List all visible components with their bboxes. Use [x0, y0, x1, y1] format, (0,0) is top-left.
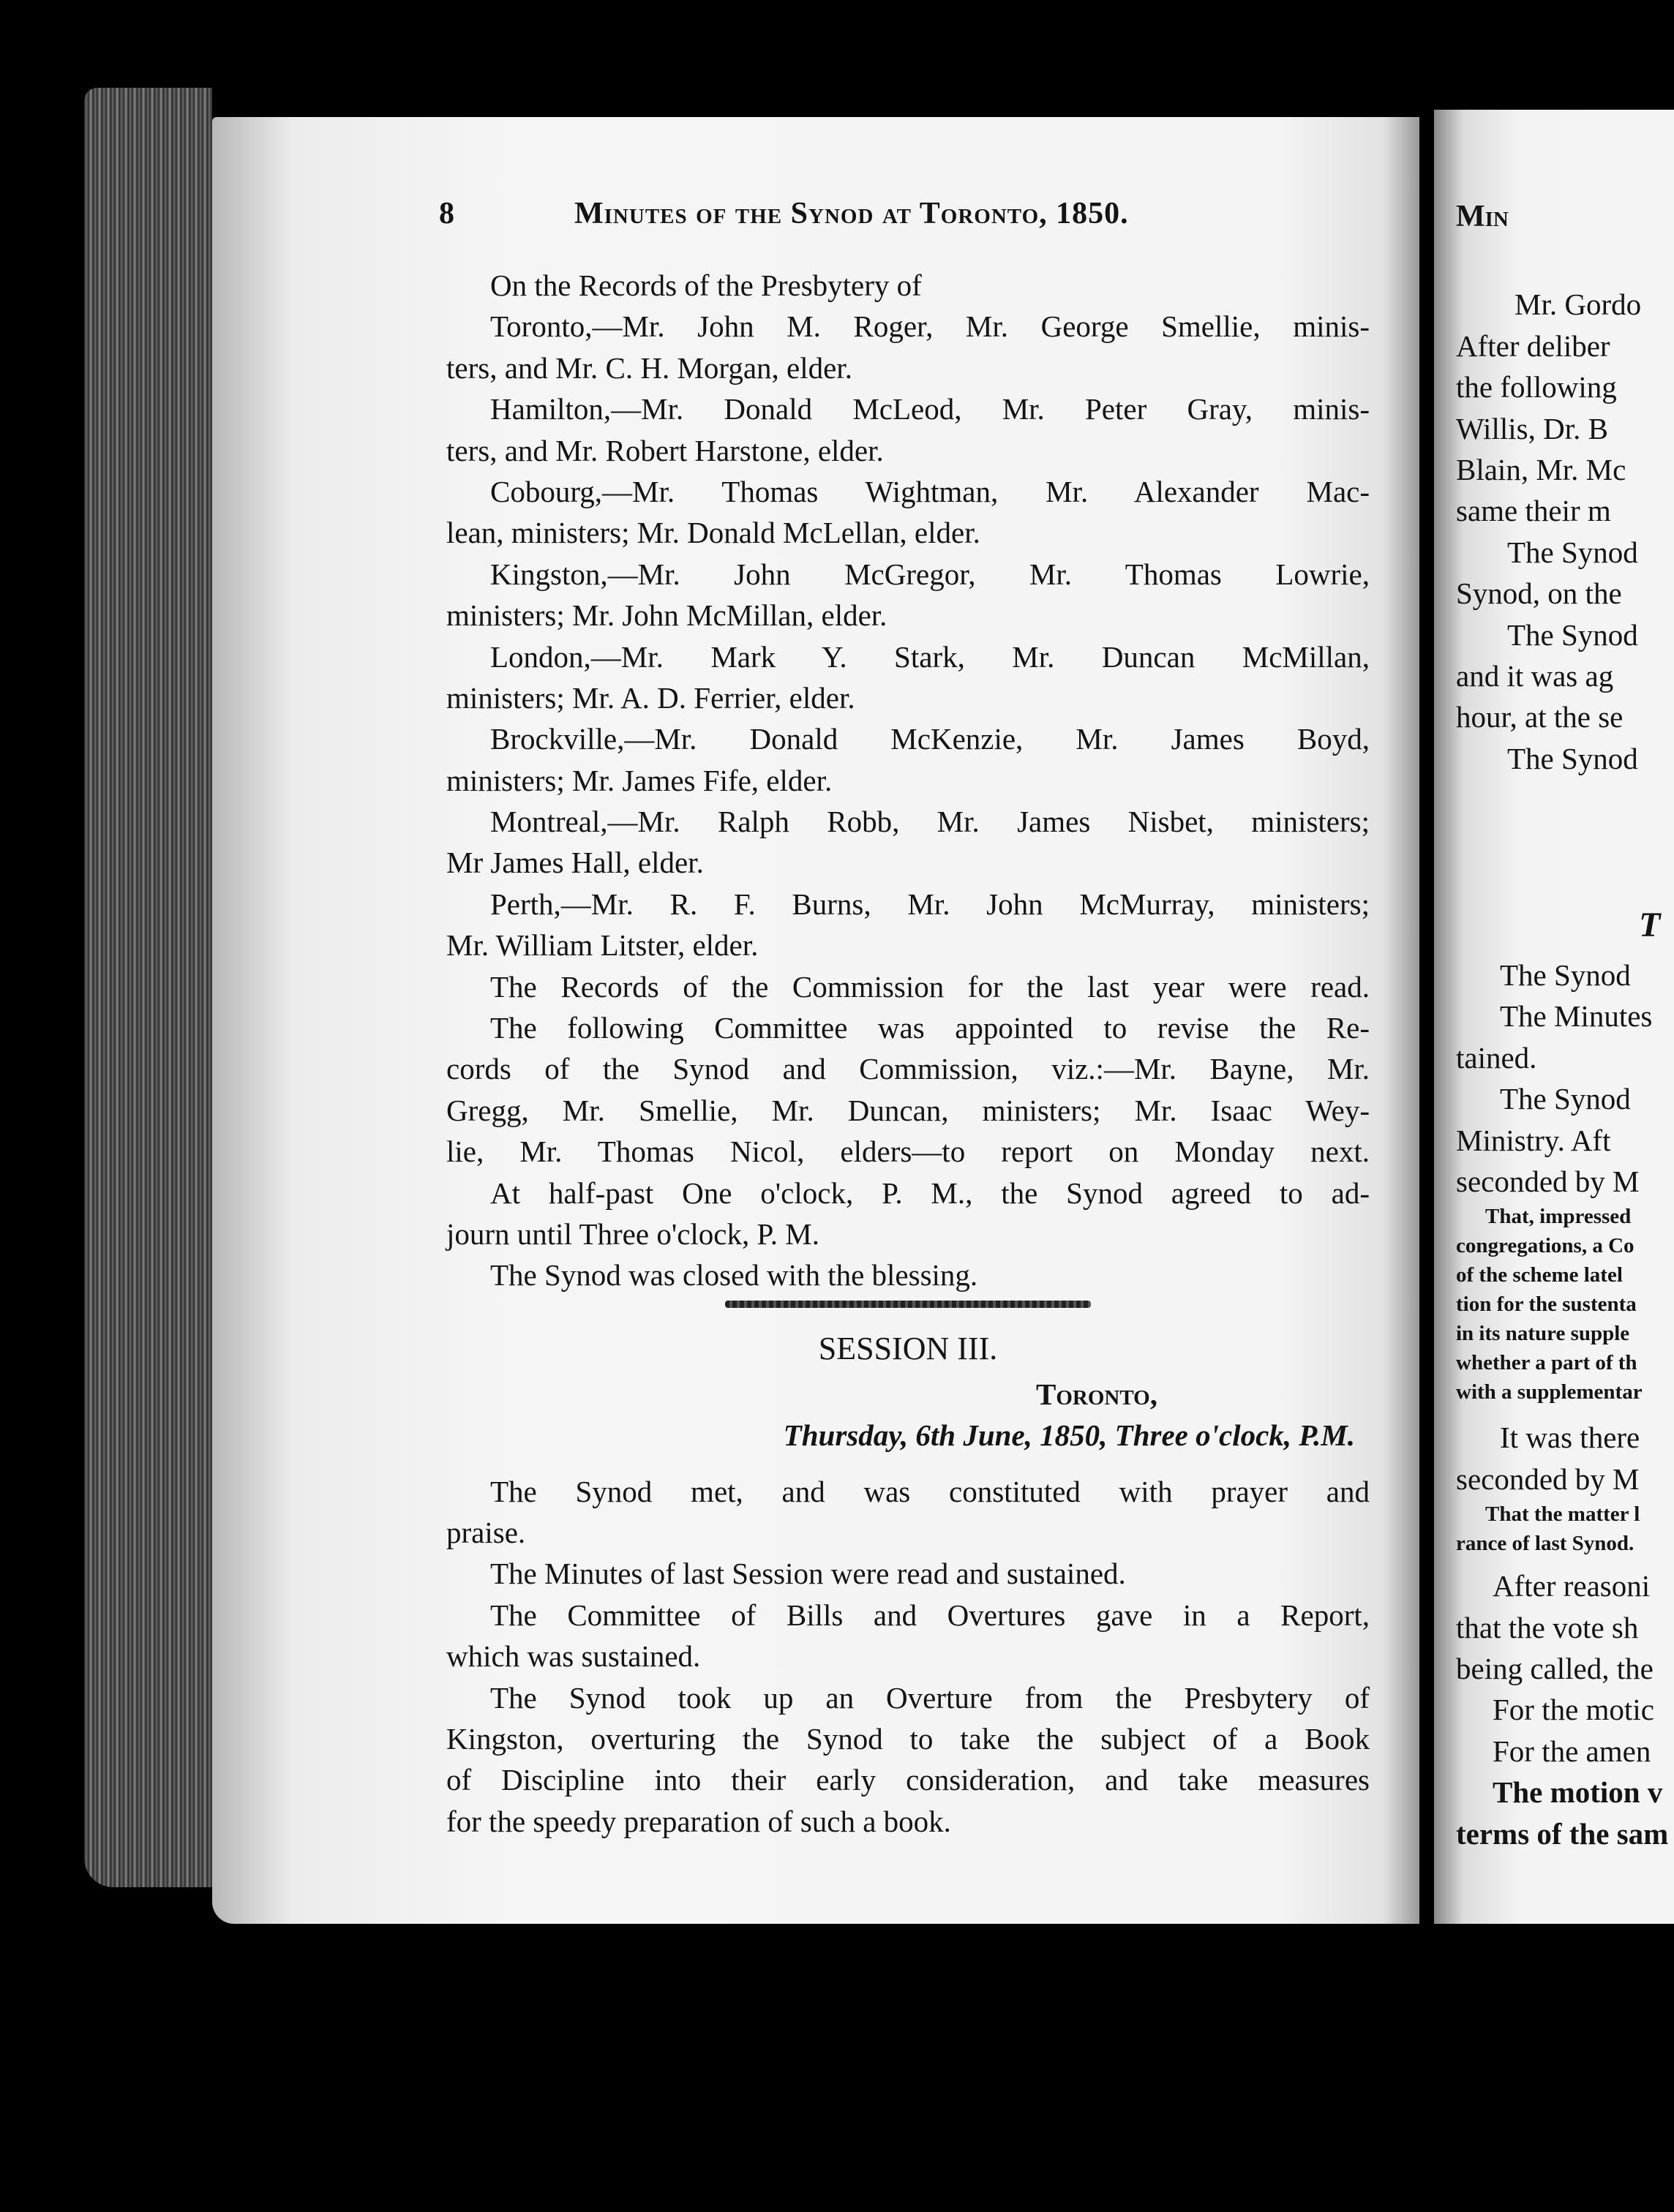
- place-line: Toronto,: [1036, 1377, 1157, 1411]
- book-page-edges: [84, 88, 212, 1887]
- small-text-line: in its nature supple: [1456, 1322, 1630, 1346]
- small-text-line: congregations, a Co: [1456, 1234, 1634, 1258]
- text-line: Mr. Gordo: [1515, 287, 1642, 322]
- text-line: The Minutes: [1500, 999, 1653, 1034]
- text-line: Brockville,—Mr. Donald McKenzie, Mr. James Boyd,: [490, 722, 1370, 756]
- text-line: For the amen: [1493, 1734, 1651, 1768]
- text-line: After reasoni: [1493, 1569, 1651, 1603]
- text-line: cords of the Synod and Commission, viz.:—Mr. Bayne, Mr.: [446, 1052, 1370, 1086]
- small-text-line: whether a part of th: [1456, 1351, 1637, 1375]
- text-line: ters, and Mr. Robert Harstone, elder.: [446, 433, 884, 467]
- text-line: Kingston, overturing the Synod to take the subject of a Book: [446, 1721, 1370, 1756]
- text-line: tained.: [1456, 1040, 1537, 1075]
- text-line: The Synod took up an Overture from the Presbytery of: [490, 1680, 1370, 1715]
- text-line: for the speedy preparation of such a book.: [446, 1804, 951, 1838]
- text-line: same their m: [1456, 494, 1611, 528]
- text-line: After deliber: [1456, 328, 1610, 363]
- text-line: Hamilton,—Mr. Donald McLeod, Mr. Peter Gray, minis-: [490, 392, 1370, 426]
- text-line: Ministry. Aft: [1456, 1123, 1611, 1157]
- text-line: The Records of the Commission for the last year were read.: [490, 969, 1370, 1004]
- text-line: Kingston,—Mr. John McGregor, Mr. Thomas Lowrie,: [490, 557, 1370, 591]
- text-line: The Minutes of last Session were read and sustained.: [490, 1557, 1126, 1591]
- text-line: which was sustained.: [446, 1639, 701, 1674]
- text-line: The Synod: [1507, 741, 1638, 775]
- text-line: seconded by M: [1456, 1462, 1640, 1496]
- text-line: Blain, Mr. Mc: [1456, 452, 1626, 486]
- text-line: At half-past One o'clock, P. M., the Synod agreed to ad-: [490, 1175, 1370, 1210]
- right-running-head: Min: [1456, 200, 1509, 233]
- text-line: The Synod: [1507, 535, 1638, 569]
- running-head: Minutes of the Synod at Toronto, 1850.: [574, 197, 1129, 230]
- text-line: ters, and Mr. C. H. Morgan, elder.: [446, 350, 852, 385]
- text-line: The Synod was closed with the blessing.: [490, 1258, 978, 1293]
- small-text-line: of the scheme latel: [1456, 1263, 1623, 1287]
- text-line: and it was ag: [1456, 658, 1614, 693]
- text-line: The following Committee was appointed to revise the Re-: [490, 1011, 1370, 1045]
- text-line: ministers; Mr. A. D. Ferrier, elder.: [446, 680, 855, 715]
- text-line: Toronto,—Mr. John M. Roger, Mr. George Smellie, minis-: [490, 309, 1370, 344]
- text-line: seconded by M: [1456, 1165, 1640, 1199]
- text-line: The Committee of Bills and Overtures gave in a Report,: [490, 1598, 1370, 1632]
- dateline: Thursday, 6th June, 1850, Three o'clock, P.M.: [783, 1418, 1355, 1453]
- small-text-line: rance of last Synod.: [1456, 1532, 1634, 1556]
- text-line: lean, ministers; Mr. Donald McLellan, elder.: [446, 516, 980, 550]
- text-line: ministers; Mr. James Fife, elder.: [446, 763, 833, 797]
- text-line: Gregg, Mr. Smellie, Mr. Duncan, ministers; Mr. Isaac Wey-: [446, 1093, 1370, 1127]
- text-line: Mr. William Litster, elder.: [446, 928, 759, 963]
- text-line: On the Records of the Presbytery of: [490, 268, 922, 302]
- text-line: It was there: [1500, 1421, 1640, 1455]
- text-line: being called, the: [1456, 1651, 1654, 1685]
- text-line: The Synod: [1507, 617, 1638, 652]
- text-line: of Discipline into their early consideration, and take measures: [446, 1763, 1370, 1797]
- text-line: London,—Mr. Mark Y. Stark, Mr. Duncan McMillan,: [490, 639, 1370, 674]
- page-number: 8: [439, 197, 454, 230]
- left-page-text: [446, 265, 1370, 1842]
- session-heading: SESSION III.: [818, 1330, 998, 1366]
- text-line: Mr James Hall, elder.: [446, 846, 704, 880]
- text-line: Cobourg,—Mr. Thomas Wightman, Mr. Alexander Mac-: [490, 474, 1370, 508]
- text-line: hour, at the se: [1456, 700, 1624, 734]
- small-text-line: with a supplementar: [1456, 1380, 1643, 1404]
- small-text-line: tion for the sustenta: [1456, 1293, 1637, 1317]
- text-line: For the motic: [1493, 1693, 1654, 1727]
- text-line: journ until Three o'clock, P. M.: [446, 1216, 819, 1251]
- right-page-text: [1456, 196, 1674, 1854]
- text-line: The Synod met, and was constituted with prayer and: [490, 1474, 1370, 1508]
- text-line: the following: [1456, 370, 1617, 405]
- text-line: terms of the sam: [1456, 1816, 1669, 1851]
- text-line: The motion v: [1493, 1775, 1663, 1810]
- small-text-line: That, impressed: [1485, 1205, 1632, 1229]
- text-line: Perth,—Mr. R. F. Burns, Mr. John McMurray, ministers;: [490, 887, 1370, 921]
- small-text-line: That the matter l: [1485, 1502, 1640, 1527]
- decorative-rule: [725, 1301, 1091, 1308]
- text-line: Synod, on the: [1456, 576, 1622, 611]
- text-line: ministers; Mr. John McMillan, elder.: [446, 598, 887, 633]
- text-line: lie, Mr. Thomas Nicol, elders—to report on Monday next.: [446, 1135, 1370, 1169]
- text-line: The Synod: [1500, 1082, 1631, 1116]
- text-line: that the vote sh: [1456, 1610, 1639, 1644]
- text-line: praise.: [446, 1515, 526, 1549]
- text-line: The Synod: [1500, 958, 1631, 993]
- heading-fragment: T: [1639, 906, 1661, 945]
- text-line: Montreal,—Mr. Ralph Robb, Mr. James Nisbet, ministers;: [490, 805, 1370, 839]
- text-line: Willis, Dr. B: [1456, 411, 1608, 445]
